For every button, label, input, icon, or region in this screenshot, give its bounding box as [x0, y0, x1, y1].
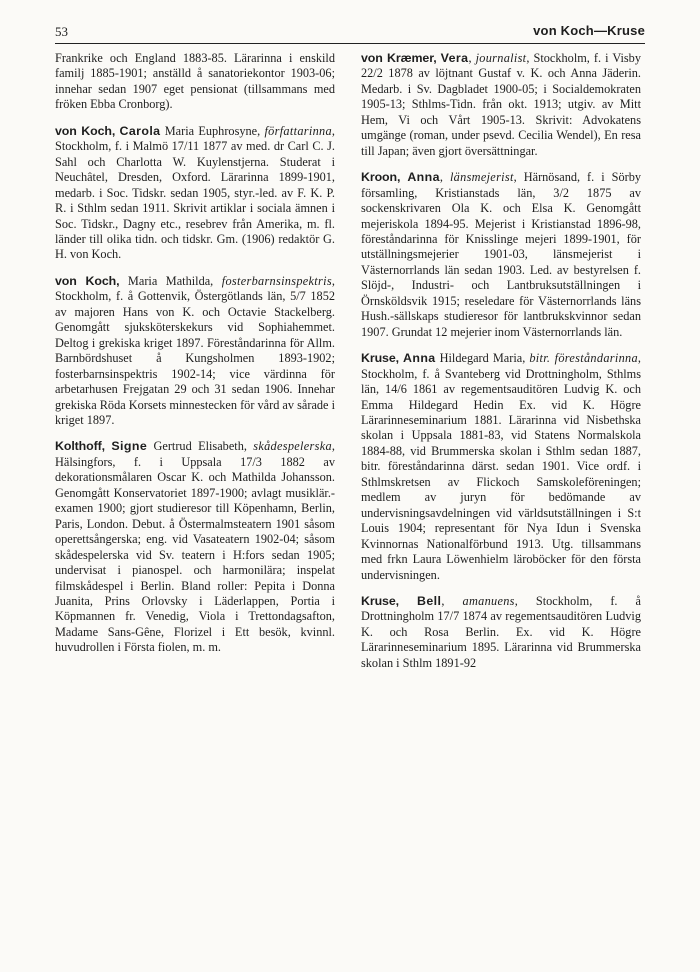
entry-text: , Stockholm, f. i Malmö 17/11 1877 av med. dr Carl C. J. Sahl och Charlotta W. Kuylenstjerna. Studerat i Neuchâtel, Dresden, Oxford. Lärarinna 1899-1901, medarb. i Soc. Tidskr. sedan 1905, styr.-led. av F. K. P. R. i Sthlm sedan 1911. Skrivit artiklar i sociala ämnen i Soc. Tidskr., Dagny etc., resebrev från Amerika, m. fl. länder till olika tidn. och tidskr. Gm. (1906) redaktör G. H. von Koch. [55, 123, 335, 262]
entry-text: , Hälsingfors, f. i Uppsala 17/3 1882 av dekorationsmålaren Oscar K. och Mathilda Johansson. Genomgått Konservatoriet 1897-1900; avlagt musiklär.-examen 1900; gjort studieresor till Köpenhamn, Berlin, Paris, London. Debut. å Östermalmsteatern 1901 såsom operettsångerska; eng. vid Vasateatern 1902-04; såsom skådespelerska vid Sv. teatern i H:fors sedan 1905; undervisat i pianospel. och harmonilära; inspelat filmskådespel i Berlin. Bland roller: Pepita i Donna Juanita, Prins Orlovsky i Läderlappen, Portia i Köpmannen fr. Venedig, Viola i Trettondagsafton, Madame Sans-Gêne, Florizel i Ett besök, kvinnl. huvudrollen i Första fiolen, m. m. [55, 439, 335, 655]
header-rule [55, 43, 645, 44]
entry-given-name: Signe [111, 439, 148, 454]
biography-entry [55, 274, 335, 429]
entry-text: , Stockholm, f. å Drottningholm 17/7 1874 av regementsauditören Ludvig K. och Rosa Berlin. Ex. vid K. Högre Lärarinneseminarium 1895. Lärarinna vid Brummerska skolan i Sthlm 1891-92 [361, 593, 642, 670]
entry-surname: von Koch, [55, 123, 116, 138]
entry-text: , Stockholm, f. i Visby 22/2 1878 av löjtnant Gustaf v. K. och Anna Jäderin. Medarb. i Sv. Dagbladet 1900-05; i Socialdemokraten 1905-13; Sthlms-Tidn. från okt. 1913; utgiv. av Mitt Hem, Vi och Vårt 1905-13. Skrivit: Advokatens umgänge (roman, under psevd. Cecilia Wendel), En resa till Japan; även gjort översättningar. [361, 51, 641, 158]
entry-profession: journalist [475, 51, 527, 65]
entry-profession: fosterbarnsinspektris [221, 273, 332, 288]
entry-text: , Härnösand, f. i Sörby församling, Kristianstads län, 3/2 1875 av sockenskrivaren Ola K. och Elsa K. Genomgått mejeriskola 1894-95. Mejerist i Kristianstad 1896-98, föreståndarinna för Knisslinge mejeri 1899-1901, för utställningsmejerier 1901-03, länsmejerist i Västernorrlands län sedan 1903. Led. av bestyrelsen f. Slöjd-, Industri- och Lantbruksutställningen i Örnsköldsvik 1915; reseledare för Västernorrlands läns Hush.-sällskaps studieresor för lantbrukskvinnor sedan 1907. Grundat 12 mejerier inom Västernorrlands län. [361, 170, 641, 339]
right-column [361, 51, 641, 682]
entry-given-name: Vera [440, 51, 469, 65]
entry-given-rest: Maria Euphrosyne, [160, 123, 265, 138]
entry-given-name: Carola [119, 123, 161, 138]
entry-given-rest: Gertrud Elisabeth, [147, 439, 254, 454]
entry-text: , Stockholm, f. å Gottenvik, Östergötlands län, 5/7 1852 av majoren Hans von K. och Octavie Stackelberg. Genomgått sjuksköterskekurs vid Sophiahemmet. Deltog i grekiska kriget 1897. Föreståndarinna för Allm. Barnbördshuset å Kungsholmen 1893-1902; fosterbarnsinspektris 1902-14; vice värdinna för arbetarhusen Frejgatan 29 och 31 sedan 1906. Innehar grekiska Röda Korsets minnestecken för vård av sårade i kriget 1897. [55, 273, 336, 427]
entry-given-rest: Hildegard Maria, [435, 351, 530, 366]
entry-given-rest: , [441, 593, 463, 608]
entry-profession: skådespelerska [253, 439, 332, 454]
biography-entry [361, 351, 641, 583]
entry-surname: Kruse, [361, 593, 399, 608]
entry-profession: länsmejerist [449, 170, 514, 185]
running-head: von Koch—Kruse [533, 23, 645, 38]
entry-surname: Kolthoff, [55, 439, 106, 454]
entry-given-rest: , [468, 51, 476, 65]
entry-given-rest: , [439, 170, 450, 185]
entry-surname: Kruse, [361, 351, 399, 366]
entry-given-name: Bell [417, 593, 442, 608]
biography-entry [361, 51, 641, 159]
biography-entry [55, 124, 335, 263]
entry-profession: författarinna [264, 123, 332, 138]
biography-entry [361, 170, 641, 340]
entry-given-name: Anna [407, 170, 440, 185]
left-column [55, 51, 335, 667]
page-number: 53 [55, 24, 68, 39]
entry-surname: von Koch, [55, 273, 120, 288]
entry-profession: amanuens [462, 593, 515, 608]
entry-given-name: Anna [403, 351, 436, 366]
biography-entry [361, 594, 641, 671]
entry-given-rest: Maria Mathilda, [119, 273, 222, 288]
continued-entry-text: Frankrike och England 1883-85. Lärarinna i enskild familj 1885-1901; anställd å sanatoriekontor 1903-06; innehar sedan 1907 eget pensionat (tillsammans med fröken Ebba Cronborg). [55, 51, 335, 112]
entry-surname: von Kræmer, [361, 51, 437, 65]
entry-profession: bitr. föreståndarinna [529, 351, 638, 366]
biography-entry [55, 439, 335, 655]
entry-text: , Stockholm, f. å Svanteberg vid Drottningholm, Sthlms län, 14/6 1861 av regementsauditören Ludvig K. och Emma Hildegard Hedin Ex. vid K. Högre Lärarinneseminarium 1881. Lärarinna vid Nisbethska skolan i Uppsala 1881-83, vid Statens Normalskola 1884-88, vid Brummerska skolan i Sthlm sedan 1887, bitr. föreståndarinna därst. sedan 1901. Vice ordf. i Sthlmskretsen av Flickoch Samskoleföreningen; medlem av juryn för bedömande av undervisningsavdelningen vid världsutställningen i S:t Louis 1904; representant för Nya Idun i Svenska Kvinnornas Nationalförbund 1913. Utg. tillsammans med frkn Laura Löwenhielm läroböcker för den första undervisningen. [361, 351, 641, 582]
entry-surname: Kroon, [361, 170, 401, 185]
